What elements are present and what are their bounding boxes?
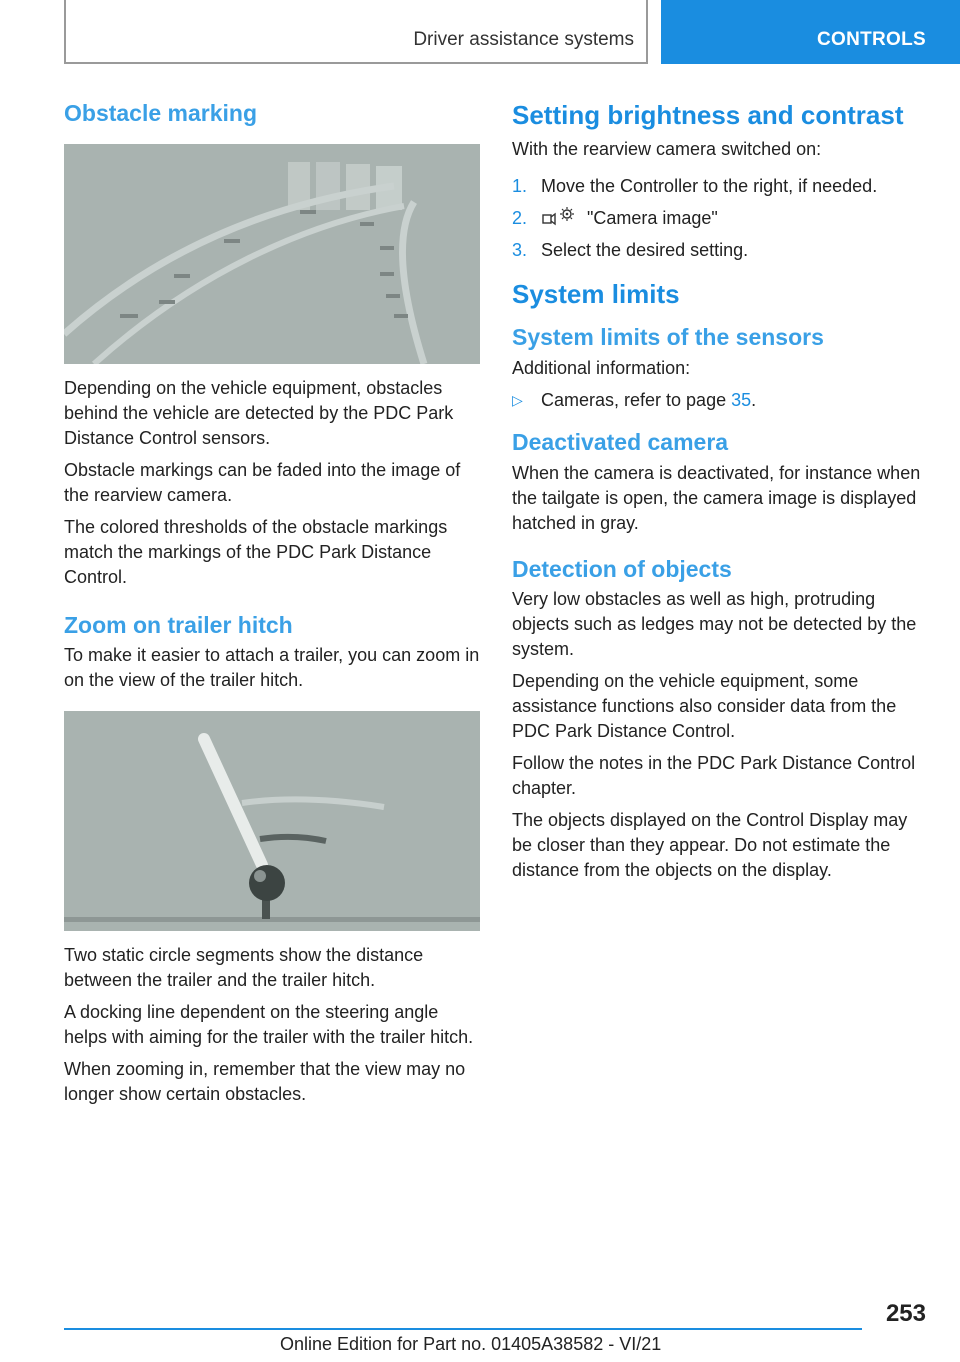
camera-settings-icon	[541, 206, 577, 228]
brightness-intro: With the rearview camera switched on:	[512, 139, 822, 160]
detection-paragraph-3: Follow the notes in the PDC Park Distance Control chapter.	[512, 753, 916, 799]
footer-divider	[64, 1328, 862, 1330]
detection-paragraph-1: Very low obstacles as well as high, protruding objects such as ledges may not be detected by the system.	[512, 589, 917, 660]
bullet-triangle-icon: ▷	[512, 391, 523, 408]
trailer-hitch-image	[64, 711, 480, 931]
deactivated-camera-heading: Deactivated camera	[512, 428, 729, 455]
step-item	[512, 174, 926, 199]
step-text: Move the Controller to the right, if needed.	[541, 176, 878, 197]
bullet-text: Cameras, refer to page	[541, 389, 732, 410]
zoom-paragraph-3: A docking line dependent on the steering angle helps with aiming for the trailer with the trailer hitch.	[64, 1002, 474, 1048]
step-text: "Camera image"	[587, 208, 718, 229]
step-number: 3.	[512, 240, 528, 261]
step-number: 1.	[512, 176, 528, 197]
bullet-end: .	[751, 389, 757, 410]
detection-paragraph-4: The objects displayed on the Control Display may be closer than they appear. Do not estimate the distance from the objects on the display.	[512, 810, 908, 881]
header-chapter-label: CONTROLS	[816, 29, 926, 50]
brightness-contrast-heading: Setting brightness and contrast	[512, 100, 904, 130]
sensor-limits-list	[512, 388, 926, 413]
obstacle-marking-image	[64, 144, 480, 364]
obstacle-paragraph-1: Depending on the vehicle equipment, obstacles behind the vehicle are detected by the PDC Park Distance Control sensors.	[64, 377, 454, 448]
brightness-steps	[512, 174, 926, 263]
detection-objects-heading: Detection of objects	[512, 555, 732, 582]
page-number: 253	[885, 1300, 926, 1327]
right-column	[512, 100, 926, 890]
detection-paragraph-2: Depending on the vehicle equipment, some assistance functions also consider data from the PDC Park Distance Control.	[512, 671, 897, 742]
zoom-paragraph-1: To make it easier to attach a trailer, you can zoom in on the view of the trailer hitch.	[64, 645, 480, 691]
step-number: 2.	[512, 208, 528, 229]
footer-edition: Online Edition for Part no. 01405A38582 - VI/21	[280, 1334, 662, 1354]
obstacle-paragraph-2: Obstacle markings can be faded into the image of the rearview camera.	[64, 459, 461, 505]
zoom-paragraph-4: When zooming in, remember that the view may no longer show certain obstacles.	[64, 1059, 466, 1105]
zoom-paragraph-2: Two static circle segments show the distance between the trailer and the trailer hitch.	[64, 945, 424, 991]
left-column	[64, 100, 480, 1114]
obstacle-marking-heading: Obstacle marking	[64, 100, 258, 126]
trailer-hitch-figure	[64, 711, 480, 931]
header-section-box	[64, 0, 648, 64]
deactivated-paragraph: When the camera is deactivated, for instance when the tailgate is open, the camera image is displayed hatched in gray.	[512, 462, 921, 533]
sensor-limits-heading: System limits of the sensors	[512, 324, 824, 351]
obstacle-marking-figure	[64, 144, 480, 364]
header-chapter-tab	[661, 0, 960, 64]
header-section-title: Driver assistance systems	[413, 29, 634, 50]
obstacle-paragraph-3: The colored thresholds of the obstacle markings match the markings of the PDC Park Distance Control.	[64, 516, 448, 587]
sensor-limits-intro: Additional information:	[512, 357, 691, 378]
zoom-trailer-hitch-heading: Zoom on trailer hitch	[64, 611, 293, 638]
step-text: Select the desired setting.	[541, 240, 749, 261]
list-item	[512, 388, 926, 413]
system-limits-heading: System limits	[512, 279, 680, 310]
page-reference-link[interactable]: 35	[731, 389, 752, 410]
step-item	[512, 238, 926, 263]
step-item	[512, 206, 926, 231]
